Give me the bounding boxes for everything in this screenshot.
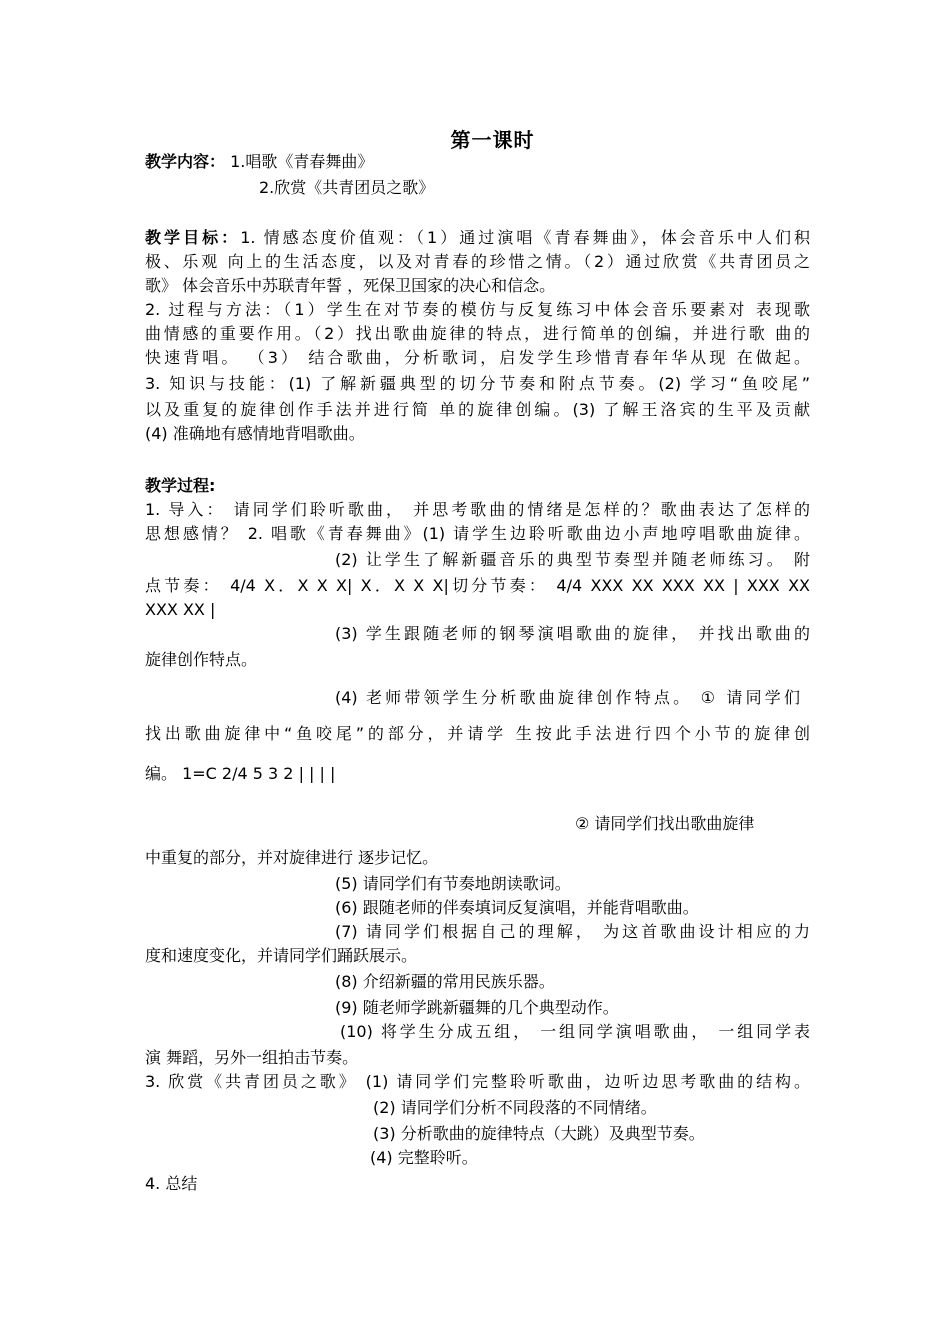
process-line-14: (6) 跟随老师的伴奏填词反复演唱，并能背唱歌曲。 [335, 898, 699, 917]
page-title: 第一课时 [450, 128, 535, 152]
process-label: 教学过程: [145, 476, 216, 495]
process-line-21: 3. 欣赏《共青团员之歌》 (1) 请同学们完整聆听歌曲，边听边思考歌曲的结构。 [145, 1072, 810, 1091]
goals-text-1: 1. 情感态度价值观：（1）通过演唱《青春舞曲》，体会音乐中人们积 [240, 228, 810, 247]
goals-line-1 [145, 226, 810, 250]
goals-line-9: (4) 准确地有感情地背唱歌曲。 [145, 424, 365, 443]
goals-line-7: 3. 知识与技能：(1) 了解新疆典型的切分节奏和附点节奏。(2) 学习“鱼咬尾” [145, 374, 810, 393]
process-line-11: ② 请同学们找出歌曲旋律 [575, 814, 755, 833]
process-line-15: (7) 请同学们根据自己的理解， 为这首歌曲设计相应的力 [335, 922, 810, 941]
process-line-19: (10) 将学生分成五组， 一组同学演唱歌曲， 一组同学表 [340, 1022, 810, 1041]
process-line-10: 编。 1=C 2/4 5 3 2 | | | | [145, 764, 336, 783]
process-line-3: (2) 让学生了解新疆音乐的典型节奏型并随老师练习。 附 [335, 550, 810, 569]
process-line-6: (3) 学生跟随老师的钢琴演唱歌曲的旋律， 并找出歌曲的 [335, 624, 810, 643]
process-line-18: (9) 随老师学跳新疆舞的几个典型动作。 [335, 998, 619, 1017]
content-item-2: 2.欣赏《共青团员之歌》 [259, 178, 435, 197]
process-line-23: (3) 分析歌曲的旋律特点（大跳）及典型节奏。 [373, 1124, 705, 1143]
process-line-1: 1. 导入： 请同学们聆听歌曲， 并思考歌曲的情绪是怎样的？歌曲表达了怎样的 [145, 500, 810, 519]
process-line-17: (8) 介绍新疆的常用民族乐器。 [335, 972, 555, 991]
process-line-8: (4) 老师带领学生分析歌曲旋律创作特点。 ① 请同学们 [335, 688, 800, 707]
goals-label: 教学目标： [145, 228, 241, 247]
process-line-7: 旋律创作特点。 [145, 650, 258, 669]
process-line-2: 思想感情？ 2. 唱歌《青春舞曲》(1) 请学生边聆听歌曲边小声地哼唱歌曲旋律。 [145, 524, 810, 543]
goals-line-8: 以及重复的旋律创作手法并进行简 单的旋律创编。(3) 了解王洛宾的生平及贡献 [145, 400, 810, 419]
goals-line-3: 歌》 体会音乐中苏联青年誓 ，死保卫国家的决心和信念。 [145, 276, 556, 295]
process-line-4: 点节奏： 4/4 X．X X X| X．X X X|切分节奏： 4/4 XXX XX XXX XX | XXX XX [145, 576, 810, 595]
goals-line-5: 曲情感的重要作用。（2）找出歌曲旋律的特点，进行简单的创编，并进行歌 曲的 [145, 324, 810, 343]
goals-line-2: 极、乐观 向上的生活态度，以及对青春的珍惜之情。（2）通过欣赏《共青团员之 [145, 252, 810, 271]
process-line-9: 找出歌曲旋律中“鱼咬尾”的部分，并请学 生按此手法进行四个小节的旋律创 [145, 724, 810, 743]
process-line-22: (2) 请同学们分析不同段落的不同情绪。 [373, 1098, 657, 1117]
goals-line-4: 2. 过程与方法：（1）学生在对节奏的模仿与反复练习中体会音乐要素对 表现歌 [145, 300, 810, 319]
content-line-1 [145, 150, 810, 174]
goals-line-6: 快速背唱。 （3） 结合歌曲，分析歌词，启发学生珍惜青春年华从现 在做起。 [145, 348, 810, 367]
process-line-20: 演 舞蹈，另外一组拍击节奏。 [145, 1048, 359, 1067]
content-item-1: 1.唱歌《青春舞曲》 [230, 152, 374, 171]
process-line-24: (4) 完整聆听。 [370, 1148, 478, 1167]
process-line-12: 中重复的部分，并对旋律进行 逐步记忆。 [145, 848, 439, 867]
process-line-5: XXX XX | [145, 600, 216, 619]
process-line-16: 度和速度变化，并请同学们踊跃展示。 [145, 946, 418, 965]
content-label: 教学内容： [145, 152, 226, 171]
process-line-13: (5) 请同学们有节奏地朗读歌词。 [335, 874, 571, 893]
process-line-25: 4. 总结 [145, 1174, 198, 1193]
